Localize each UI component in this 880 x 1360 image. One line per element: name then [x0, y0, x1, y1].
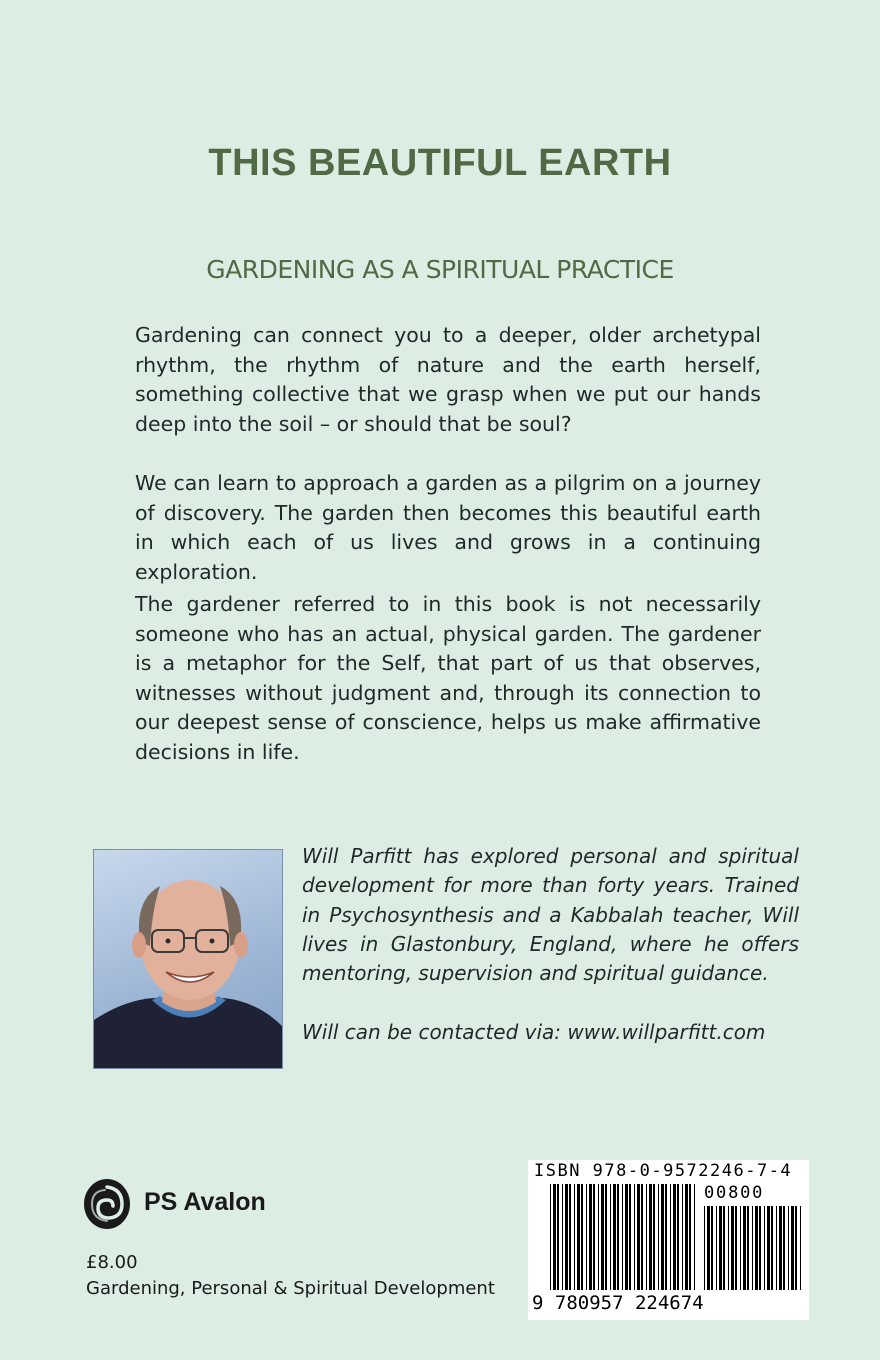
blurb-paragraph-3: The gardener referred to in this book is not necessarily someone who has an actual, physical garden. The gardener is a metaphor for the Self, that part of us that observes, witnesses without judgment and, through its connection to our deepest sense of conscience, helps us make affirmative decisions in life. — [135, 592, 761, 764]
publisher-name: PS Avalon — [144, 1188, 266, 1216]
barcode-price-code: 00800 — [704, 1183, 765, 1203]
book-subtitle: GARDENING AS A SPIRITUAL PRACTICE — [206, 255, 674, 284]
isbn-number: ISBN 978-0-9572246-7-4 — [534, 1161, 793, 1181]
blurb-paragraph-1: Gardening can connect you to a deeper, older archetypal rhythm, the rhythm of nature and the earth herself, something collective that we grasp when we put our hands deep into the soil – or should that be soul? — [135, 323, 761, 436]
book-title: THIS BEAUTIFUL EARTH — [208, 142, 672, 184]
author-contact: Will can be contacted via: www.willparfitt.com — [302, 1020, 766, 1044]
swirl-logo-icon — [82, 1177, 132, 1231]
author-photo — [93, 849, 283, 1069]
blurb-paragraph-2: We can learn to approach a garden as a pilgrim on a journey of discovery. The garden then becomes this beautiful earth in which each of us lives and grows in a continuing exploration. — [135, 471, 761, 584]
ean-digits: 9 780957 224674 — [532, 1292, 704, 1314]
author-bio: Will Parfitt has explored personal and spiritual development for more than forty years. Trained in Psychosynthesis and a Kabbalah teacher, Will lives in Glastonbury, England, where he offers mentoring, supervision and spiritual guidance. — [302, 844, 799, 986]
author-portrait-illustration — [94, 850, 283, 1069]
isbn-barcode — [528, 1160, 809, 1320]
book-category: Gardening, Personal & Spiritual Development — [86, 1278, 495, 1299]
price-label: £8.00 — [86, 1252, 138, 1273]
